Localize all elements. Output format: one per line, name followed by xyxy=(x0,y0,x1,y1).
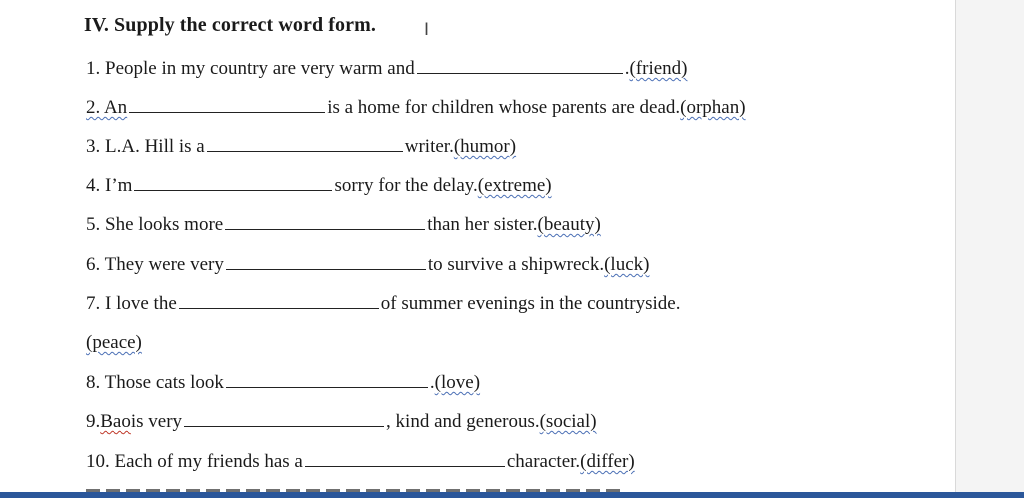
item-prefix: 6. They were very xyxy=(86,254,224,275)
item-prefix: 9. xyxy=(86,411,101,432)
item-prefix: 3. L.A. Hill is a xyxy=(86,136,205,157)
answer-blank[interactable] xyxy=(226,251,426,270)
item-hint: (orphan) xyxy=(680,97,746,118)
item-hint: (extreme) xyxy=(477,175,552,196)
answer-blank[interactable] xyxy=(305,448,505,467)
item-suffix: than her sister. xyxy=(427,214,538,235)
page-right-margin xyxy=(956,0,1024,492)
item-suffix: character. xyxy=(506,451,581,472)
item-prefix: 5. She looks more xyxy=(86,214,224,235)
item-hint: (love) xyxy=(434,372,481,393)
answer-blank[interactable] xyxy=(134,172,332,191)
answer-blank[interactable] xyxy=(225,211,425,230)
exercise-item-6[interactable] xyxy=(86,251,649,277)
item-prefix: 8. Those cats look xyxy=(86,372,224,393)
item-prefix: 4. I’m xyxy=(86,175,133,196)
item-prefix: 2. An xyxy=(86,97,128,118)
item-suffix: . xyxy=(429,372,435,393)
item-suffix: of summer evenings in the countryside. xyxy=(380,293,681,314)
item-suffix: sorry for the delay. xyxy=(334,175,478,196)
item-hint: (beauty) xyxy=(537,214,601,235)
exercise-item-10[interactable] xyxy=(86,448,635,474)
item-hint: (peace) xyxy=(86,332,142,353)
answer-blank[interactable] xyxy=(226,369,428,388)
answer-blank[interactable] xyxy=(417,55,623,74)
item-suffix: is a home for children whose parents are dead. xyxy=(327,97,681,118)
item-hint: (luck) xyxy=(604,254,650,275)
exercise-item-3[interactable] xyxy=(86,133,516,159)
exercise-item-7-hint xyxy=(86,330,142,356)
taskbar-edge xyxy=(0,492,1024,498)
item-hint: (friend) xyxy=(629,58,688,79)
item-suffix: . xyxy=(624,58,630,79)
item-hint: (humor) xyxy=(453,136,517,157)
item-prefix: 1. People in my country are very warm and xyxy=(86,58,415,79)
answer-blank[interactable] xyxy=(184,408,384,427)
item-suffix: writer. xyxy=(404,136,454,157)
text-cursor-icon: I xyxy=(424,20,430,40)
item-suffix: , kind and generous. xyxy=(386,411,540,432)
item-hint: (differ) xyxy=(580,451,635,472)
exercise-item-1[interactable] xyxy=(86,55,688,81)
exercise-item-4[interactable] xyxy=(86,172,552,198)
exercise-item-7[interactable] xyxy=(86,290,680,316)
exercise-heading: IV. Supply the correct word form. xyxy=(84,14,376,36)
item-suffix: to survive a shipwreck. xyxy=(427,254,605,275)
exercise-item-8[interactable] xyxy=(86,369,480,395)
item-prefix: 10. Each of my friends has a xyxy=(86,451,303,472)
item-prefix-2: is very xyxy=(130,411,183,432)
exercise-item-9[interactable] xyxy=(86,408,597,434)
page-edge xyxy=(955,0,956,492)
item-prefix: 7. I love the xyxy=(86,293,177,314)
exercise-item-2[interactable] xyxy=(86,94,746,120)
answer-blank[interactable] xyxy=(129,94,325,113)
item-hint: (social) xyxy=(539,411,597,432)
answer-blank[interactable] xyxy=(207,133,403,152)
item-name-word: Bao xyxy=(100,411,131,432)
answer-blank[interactable] xyxy=(179,290,379,309)
exercise-item-5[interactable] xyxy=(86,211,601,237)
